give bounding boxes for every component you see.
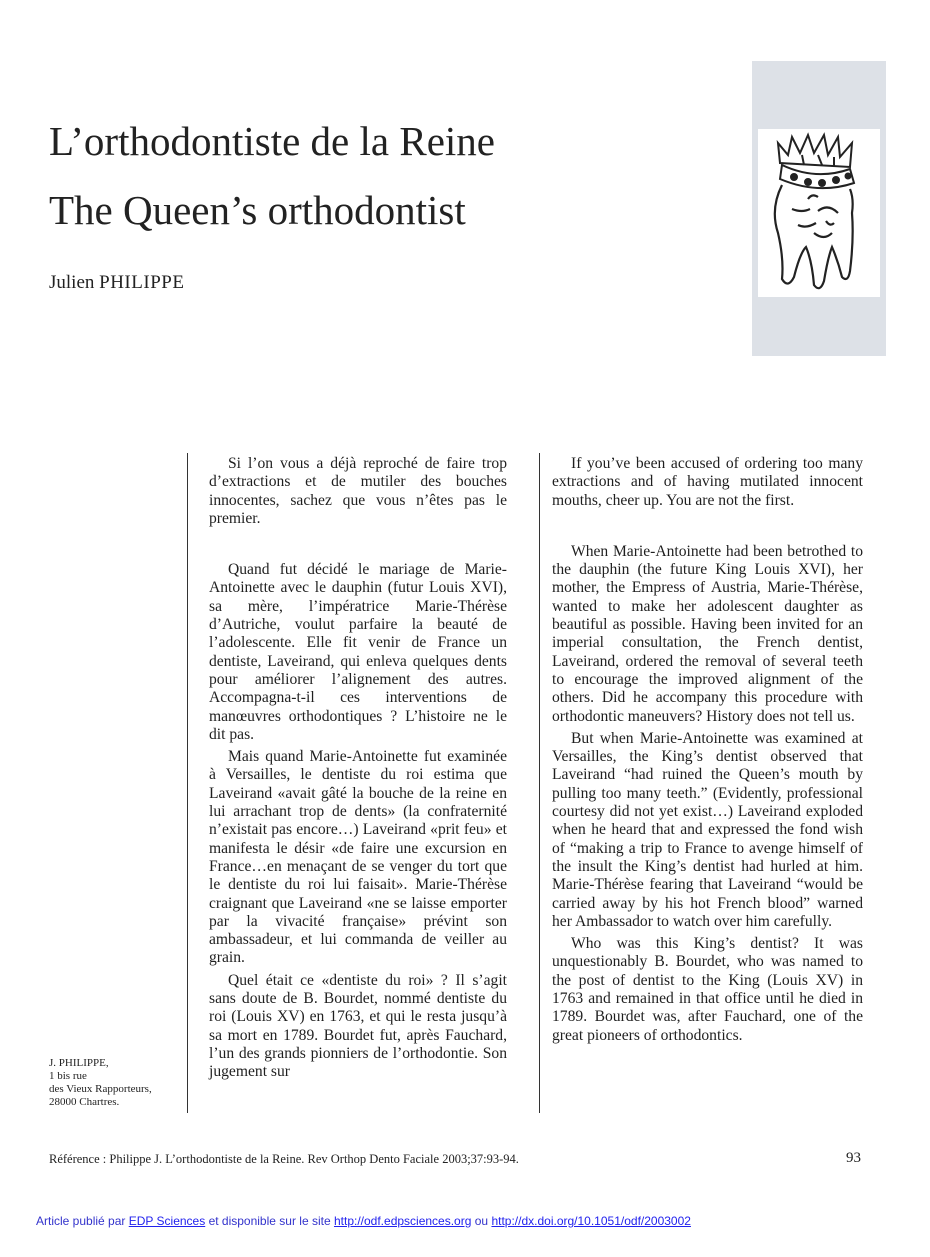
english-text-column (552, 455, 863, 1045)
address-line: J. PHILIPPE, (49, 1057, 109, 1069)
french-text-column (209, 455, 507, 1082)
footer-prefix: Article publié par (36, 1214, 126, 1228)
french-paragraph: Quand fut décidé le mariage de Marie-Antoinette avec le dauphin (futur Louis XVI), sa mère, l’impératrice Marie-Thérèse d’Autriche, voulut parfaire la beauté de l’adolescente. Elle fit venir de France un dentiste, Laveirand, qui enleva quelques dents pour améliorer l’alignement des autres. Accompagna-t-il ces interventions de manœuvres orthodontiques ? L’histoire ne le dit pas. (209, 561, 507, 743)
english-paragraph: But when Marie-Antoinette was examined at Versailles, the King’s dentist observed that Laveirand “had ruined the Queen’s mouth by pulling too many teeth.” (Evidently, professional courtesy did not yet exist…) Laveirand exploded when he heard that and expressed the fond wish of “making a trip to France to avenge himself of the insult the King’s dentist had hurled at him. Marie-Thérèse fearing that Laveirand “would be carried away by his hot French blood” warned her Ambassador to watch over him carefully. (552, 729, 863, 930)
left-column-rule (187, 453, 188, 1113)
english-paragraph: Who was this King’s dentist? It was unquestionably B. Bourdet, who was named to the post of dentist to the King (Louis XV) in 1763 and remained in that office until he died in 1789. Bourdet was, after Fauchard, one of the great pioneers of orthodontics. (552, 935, 863, 1044)
site-link[interactable]: http://odf.edpsciences.org (333, 1214, 472, 1228)
author-surname: PHILIPPE (99, 272, 185, 293)
address-line: 28000 Chartres. (49, 1096, 120, 1108)
french-intro-paragraph: Si l’on vous a déjà reproché de faire trop d’extractions et de mutiler des bouches innocentes, sachez que vous n’êtes pas le premier. (209, 455, 507, 527)
title-french: L’orthodontiste de la Reine (49, 118, 495, 164)
footer-or: ou (474, 1214, 489, 1228)
doi-link[interactable]: http://dx.doi.org/10.1051/odf/2003002 (491, 1214, 691, 1228)
author-name (49, 272, 184, 294)
citation-reference: Référence : Philippe J. L’orthodontiste de la Reine. Rev Orthop Dento Faciale 2003;37:93-94. (49, 1152, 519, 1166)
crowned-tooth-icon (758, 129, 880, 297)
address-line: des Vieux Rapporteurs, (49, 1083, 152, 1095)
middle-column-rule (539, 453, 540, 1113)
author-address (49, 1057, 152, 1109)
page-number: 93 (846, 1150, 861, 1166)
english-intro-paragraph: If you’ve been accused of ordering too many extractions and of having mutilated innocent mouths, cheer up. You are not the first. (552, 455, 863, 509)
publisher-link[interactable]: EDP Sciences (128, 1214, 206, 1228)
title-english: The Queen’s orthodontist (49, 187, 466, 233)
french-paragraph: Quel était ce «dentiste du roi» ? Il s’agit sans doute de B. Bourdet, nommé dentiste du roi (Louis XV) en 1763, et qui le resta jusqu’à sa mort en 1789. Bourdet fut, après Fauchard, l’un des grands pionniers de l’orthodontie. Son jugement sur (209, 971, 507, 1081)
journal-logo-panel (752, 61, 886, 356)
english-paragraph: When Marie-Antoinette had been betrothed to the dauphin (the future King Louis XVI), her mother, the Empress of Austria, Marie-Thérèse, wanted to make her adolescent daughter as beautiful as possible. Having been invited for an imperial consultation, the French dentist, Laveirand, ordered the removal of several teeth to encourage the improved alignment of the others. Did he accompany this procedure with orthodontic maneuvers? History does not tell us. (552, 542, 863, 725)
footer-middle: et disponible sur le site (208, 1214, 331, 1228)
publisher-footer (36, 1214, 691, 1228)
address-line: 1 bis rue (49, 1070, 87, 1082)
french-paragraph: Mais quand Marie-Antoinette fut examinée à Versailles, le dentiste du roi estima que Laveirand «avait gâté la bouche de la reine en lui arrachant trop de dents» (la confraternité n’existait pas encore…) Laveirand «prit feu» et manifesta le désir «de faire une excursion en France…en menaçant de se venger du tort que le dentiste du roi lui faisait». Marie-Thérèse craignant que Laveirand «ne se laisse emporter par la vivacité française» prévint son ambassadeur, et lui commanda de veiller au grain. (209, 748, 507, 967)
author-given-name: Julien (49, 272, 95, 293)
